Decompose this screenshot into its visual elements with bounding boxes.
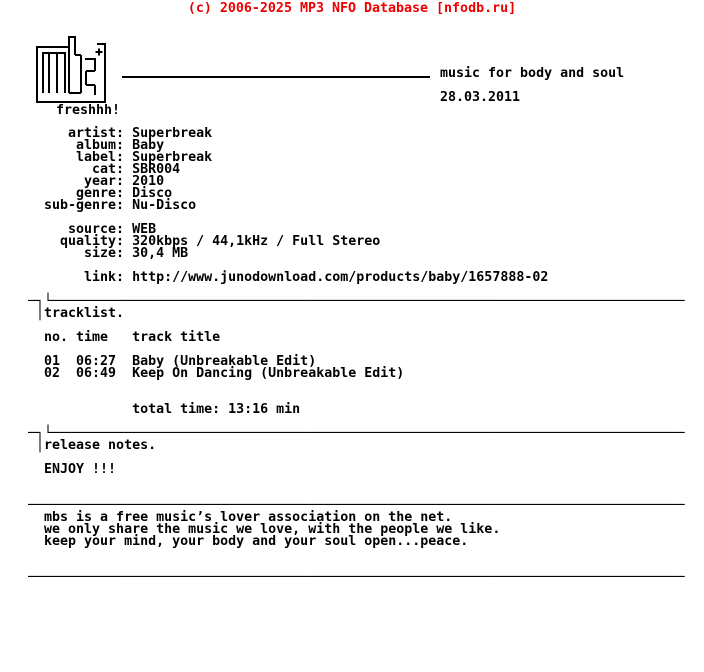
credo-line-3: keep your mind, your body and your soul open...peace. <box>28 534 469 549</box>
tracklist-section-title: │tracklist. <box>28 306 125 321</box>
site-header: (c) 2006-2025 MP3 NFO Database [nfodb.ru] <box>187 1 517 16</box>
logo-letter-b <box>68 37 81 93</box>
tracklist-total-time: total time: 13:16 min <box>28 402 301 417</box>
credo-line-1: mbs is a free music’s lover association on the net. <box>28 510 453 525</box>
spacer <box>28 380 684 392</box>
field-album: album: Baby <box>28 138 165 153</box>
logo-letter-s <box>85 59 96 95</box>
banner-tagline: music for body and soul <box>440 66 625 81</box>
field-label: label: Superbreak <box>28 150 213 165</box>
field-link[interactable]: link: http://www.junodownload.com/products/baby/1657888-02 <box>28 270 549 285</box>
footer-top-rule: ────────────────────────────────────────────────────────────────────────────────── <box>28 498 685 513</box>
field-genre: genre: Disco <box>28 186 173 201</box>
plus-icon <box>96 49 103 56</box>
credo-line-2: we only share the music we love, with the people we like. <box>28 522 501 537</box>
tracklist-section-rule: ─┐└─────────────────────────────────────────────────────────────────────────────── <box>28 294 685 309</box>
field-artist: artist: Superbreak <box>28 126 213 141</box>
field-size: size: 30,4 MB <box>28 246 189 261</box>
notes-body: ENJOY !!! <box>28 462 117 477</box>
spacer <box>28 452 684 464</box>
track-row-02: 02 06:49 Keep On Dancing (Unbreakable Edit) <box>28 366 405 381</box>
tracklist-columns-header: no. time track title <box>28 330 221 345</box>
spacer <box>28 548 684 560</box>
banner-divider <box>122 76 430 78</box>
banner-date: 28.03.2011 <box>440 90 521 105</box>
track-row-01: 01 06:27 Baby (Unbreakable Edit) <box>28 354 317 369</box>
field-subgenre: sub-genre: Nu-Disco <box>28 198 197 213</box>
logo-caption: freshhh! <box>56 103 121 118</box>
field-year: year: 2010 <box>28 174 165 189</box>
logo-letter-m <box>42 53 66 93</box>
spacer <box>28 476 684 488</box>
field-source: source: WEB <box>28 222 157 237</box>
notes-section-rule: ─┐└─────────────────────────────────────────────────────────────────────────────── <box>28 426 685 441</box>
nfo-text-block <box>28 128 684 584</box>
field-quality: quality: 320kbps / 44,1kHz / Full Stereo <box>28 234 381 249</box>
footer-signature: ────────────────────────────────────────────────────────────────────────────────── <box>28 570 685 585</box>
field-cat: cat: SBR004 <box>28 162 181 177</box>
notes-section-title: │release notes. <box>28 438 157 453</box>
